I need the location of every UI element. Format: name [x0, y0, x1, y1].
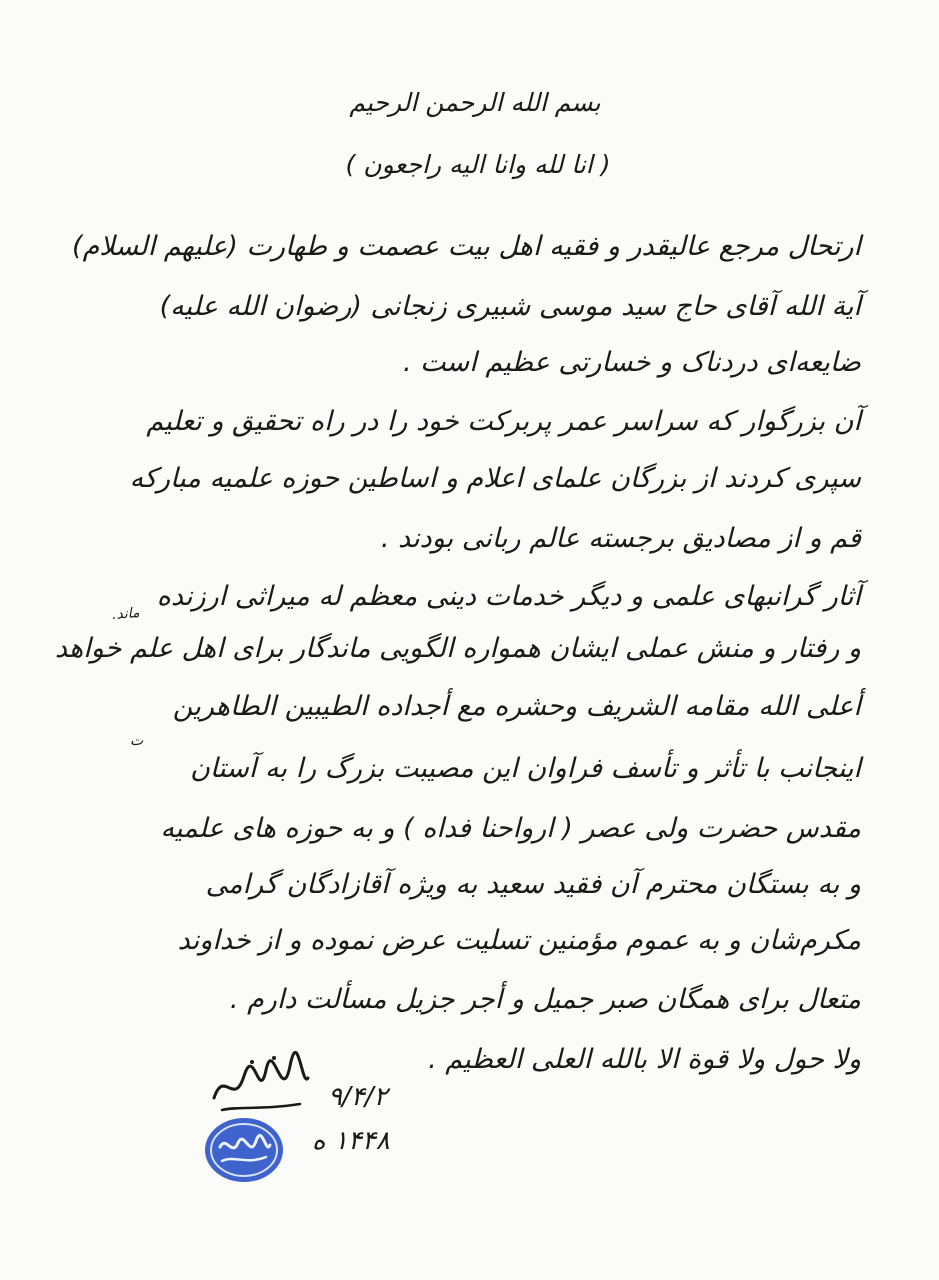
letter-line-7: آثار گرانبهای علمی و دیگر خدمات دینی معظم له میراثی ارزنده	[156, 581, 861, 612]
letter-line-12: و به بستگان محترم آن فقید سعید به ویژه آقازادگان گرامی	[205, 869, 861, 900]
letter-line-2: آیة الله آقای حاج سید موسی شبیری زنجانی (رضوان الله علیه)	[159, 291, 861, 322]
letter-line-3: ضایعه‌ای دردناک و خسارتی عظیم است .	[403, 347, 861, 378]
marginal-note: ماند.	[111, 605, 140, 623]
letter-date: ۹/۴/۲	[328, 1082, 388, 1112]
official-seal-stamp	[202, 1115, 286, 1185]
letter-line-6: قم و از مصادیق برجسته عالم ربانی بودند .	[380, 523, 861, 554]
letter-line-5: سپری کردند از بزرگان علمای اعلام و اساطین حوزه علمیه مبارکه	[129, 463, 861, 494]
letter-line-4: آن بزرگوار که سراسر عمر پربرکت خود را در راه تحقیق و تعلیم	[146, 406, 861, 437]
letter-line-9: أعلی الله مقامه الشریف وحشره مع أجداده الطیبین الطاهرین	[172, 691, 861, 722]
letter-line-11: مقدس حضرت ولی عصر ( ارواحنا فداه ) و به حوزه های علمیه	[160, 813, 861, 844]
aside-note: ت	[130, 733, 144, 749]
basmala-heading: بسم الله الرحمن الرحیم	[349, 88, 601, 117]
handwritten-signature	[204, 1048, 314, 1118]
signature-block	[200, 1040, 440, 1190]
istirja-heading: ( انا لله وانا الیه راجعون )	[345, 150, 611, 179]
letter-line-1: ارتحال مرجع عالیقدر و فقیه اهل بیت عصمت و طهارت (علیهم السلام)	[72, 231, 861, 262]
letter-line-8: و رفتار و منش عملی ایشان همواره الگویی ماندگار برای اهل علم خواهد	[54, 633, 861, 664]
letter-line-10: اینجانب با تأثر و تأسف فراوان این مصیبت بزرگ را به آستان	[190, 753, 861, 784]
letter-line-14: متعال برای همگان صبر جمیل و أجر جزیل مسألت دارم .	[229, 984, 861, 1015]
letter-year: ۱۴۴۸ ه	[312, 1126, 390, 1156]
letter-line-13: مکرم‌شان و به عموم مؤمنین تسلیت عرض نموده و از خداوند	[177, 925, 861, 956]
letter-line-15: ولا حول ولا قوة الا بالله العلی العظیم .	[428, 1044, 861, 1075]
